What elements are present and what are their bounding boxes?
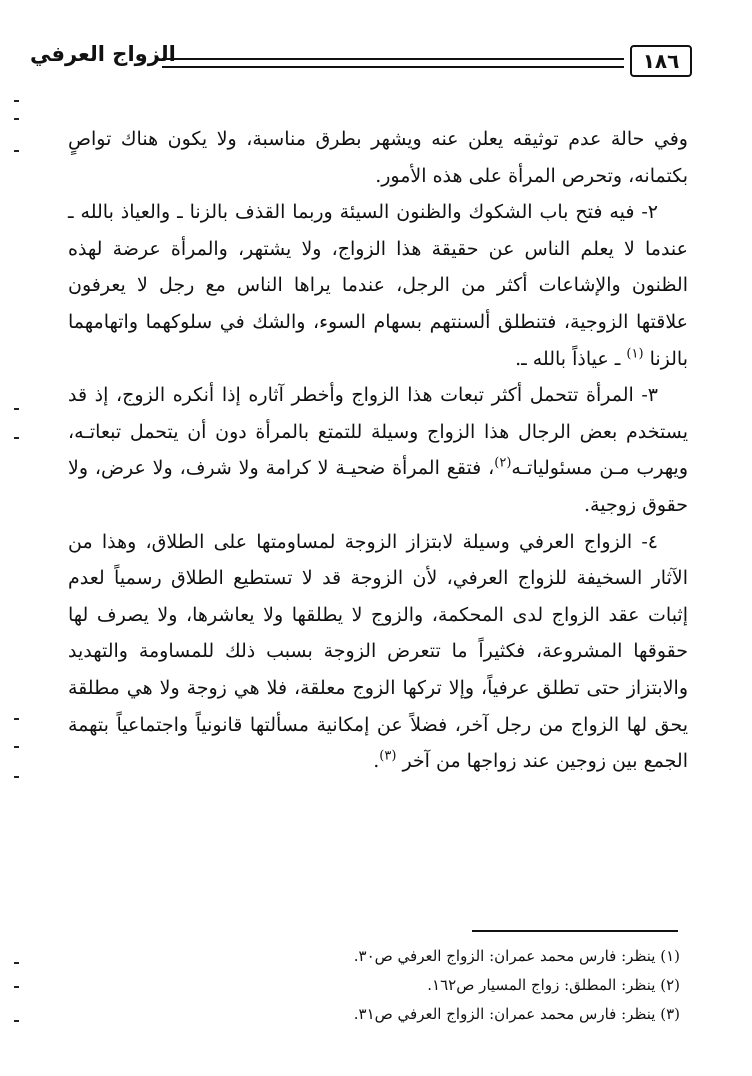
scan-mark: [14, 100, 19, 102]
paragraph-3: ٣- المرأة تتحمل أكثر تبعات هذا الزواج وأخطر آثاره إذا أنكره الزوج، إذ قد يستخدم بعض الرجال هذا الزواج وسيلة للتمتع بالمرأة دون أن يتحمل تبعاتـه، ويهرب مـن مسئولياتـه$^{(٢)}$، فتقع المرأة ضحيـة لا كرامة ولا شرف، ولا عرض، ولا حقوق زوجية.: [68, 384, 688, 516]
scan-mark: [14, 962, 19, 964]
footnote-ref-2[interactable]: (٢): [494, 456, 512, 472]
scan-mark: [14, 1020, 19, 1022]
page-number: ١٨٦: [630, 45, 692, 77]
paragraph-1: وفي حالة عدم توثيقه يعلن عنه ويشهر بطرق مناسبة، ولا يكون هناك تواصٍ بكتمانه، وتحرص المرأة على هذه الأمور.: [68, 128, 688, 187]
scan-mark: [14, 437, 19, 439]
footnote-separator: [472, 930, 678, 932]
scan-mark: [14, 746, 19, 748]
paragraph-4: ٤- الزواج العرفي وسيلة لابتزاز الزوجة لمساومتها على الطلاق، وهذا من الآثار السخيفة للزواج العرفي، لأن الزوجة قد لا تستطيع الطلاق رسمياً لعدم إثبات عقد الزواج لدى المحكمة، والزوج لا يطلقها ولا يعاشرها، ولا يصرف لها حقوقها المشروعة، فكثيراً ما تتعرض الزوجة بسبب ذلك للمساومة والتهديد والابتزاز حتى تطلق عرفياً، وإلا تركها الزوج معلقة، فلا هي زوجة ولا هي مطلقة يحق لها الزواج من رجل آخر، فضلاً عن إمكانية مسألتها قانونياً واجتماعياً بتهمة الجمع بين زوجين عند زواجها من آخر $^{(٣)}$.: [68, 530, 688, 773]
scan-mark: [14, 718, 19, 720]
scan-mark: [14, 150, 19, 152]
footnote-2: (٢) ينظر: المطلق: زواج المسيار ص١٦٢.: [427, 976, 680, 994]
scan-mark: [14, 776, 19, 778]
main-text: [68, 121, 688, 780]
footnote-ref-1[interactable]: (١): [626, 346, 644, 362]
footnote-ref-3[interactable]: (٣): [379, 748, 397, 764]
header-rule: [162, 58, 624, 68]
scan-mark: [14, 408, 19, 410]
page-header: [30, 40, 692, 80]
paragraph-2: ٢- فيه فتح باب الشكوك والظنون السيئة وربما القذف بالزنا ـ والعياذ بالله ـ عندما لا يعلم الناس عن حقيقة هذا الزواج، ولا يشتهر، والمرأة عرضة لهذه الظنون والإشاعات أكثر من الرجل، عندما يراها الناس مع رجل لا يعرفون علاقتها الزوجية، فتنطلق ألسنتهم بسهام السوء، والشك في سلوكهما واتهامهما بالزنا $^{(١)}$ ـ عياذاً بالله ـ.: [68, 201, 688, 370]
running-title: الزواج العرفي: [30, 42, 176, 66]
footnote-3: (٣) ينظر: فارس محمد عمران: الزواج العرفي ص٣١.: [353, 1005, 680, 1023]
footnote-1: (١) ينظر: فارس محمد عمران: الزواج العرفي ص٣٠.: [353, 947, 680, 965]
scan-mark: [14, 986, 19, 988]
scan-mark: [14, 118, 19, 120]
footnotes: [300, 942, 680, 1029]
